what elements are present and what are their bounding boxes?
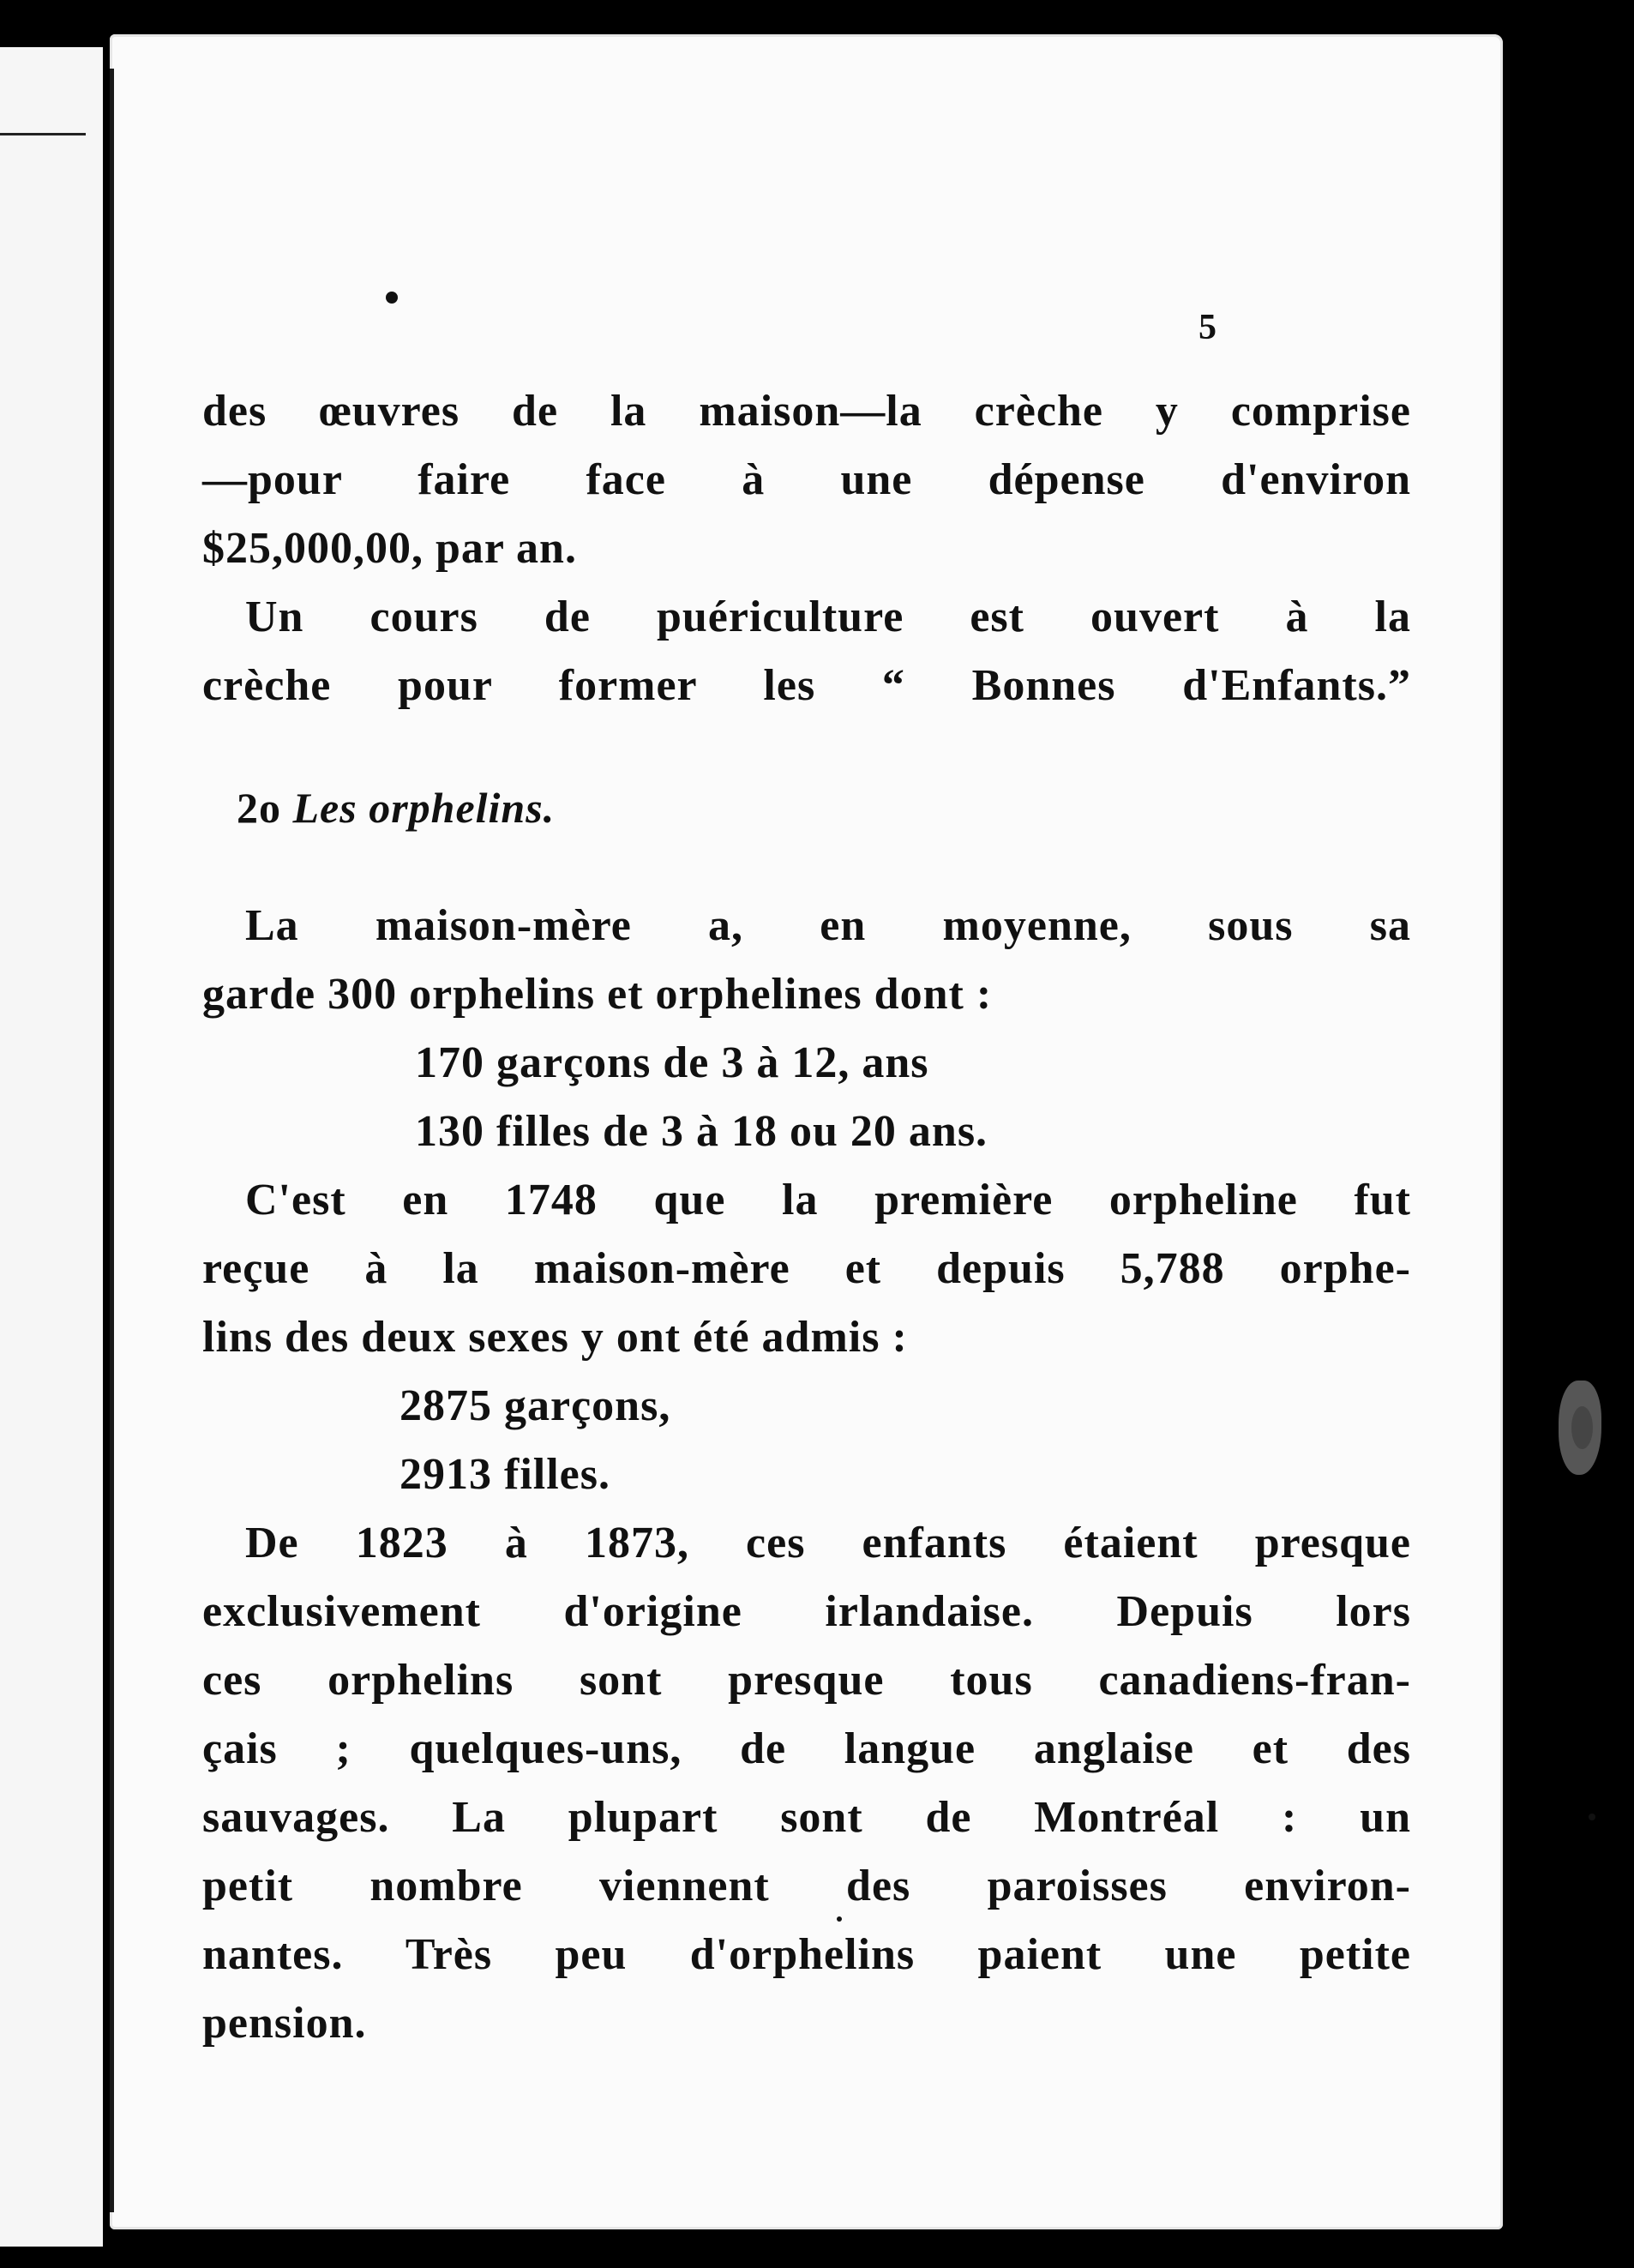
document-page [110, 34, 1503, 2229]
text-line: Un cours de puériculture est ouvert à la [245, 593, 1411, 641]
text-line: crèche pour former les “ Bonnes d'Enfants.” [202, 661, 1411, 710]
section-heading [202, 773, 1411, 842]
text-line: exclusivement d'origine irlandaise. Depuis lors [202, 1587, 1411, 1636]
count-line: 170 garçons de 3 à 12, ans [415, 1038, 929, 1087]
text-line: nantes. Très peu d'orphelins paient une petite [202, 1930, 1411, 1979]
facing-page-edge [0, 47, 103, 2247]
text-line: pension. [202, 1999, 367, 2048]
text-line: C'est en 1748 que la première orpheline fut [245, 1176, 1411, 1224]
count-line: 2913 filles. [399, 1450, 610, 1499]
paper-damage-blot [1571, 1406, 1593, 1449]
text-line: —pour faire face à une dépense d'environ [202, 455, 1411, 504]
gutter-line [110, 69, 114, 2212]
text-line: petit nombre viennent des paroisses environ- [202, 1862, 1411, 1910]
text-line: De 1823 à 1873, ces enfants étaient presque [245, 1519, 1411, 1567]
text-line: La maison-mère a, en moyenne, sous sa [245, 901, 1411, 950]
text-line: reçue à la maison-mère et depuis 5,788 orphe- [202, 1244, 1411, 1293]
text-line: çais ; quelques-uns, de langue anglaise et des [202, 1724, 1411, 1773]
body-text [202, 377, 1411, 2058]
text-line: lins des deux sexes y ont été admis : [202, 1313, 908, 1362]
count-line: 130 filles de 3 à 18 ou 20 ans. [415, 1107, 988, 1156]
text-line: $25,000,00, par an. [202, 524, 577, 573]
text-line: sauvages. La plupart sont de Montréal : un [202, 1793, 1411, 1842]
ink-dot [386, 292, 398, 304]
section-title: Les orphelins. [292, 784, 556, 832]
section-number: 2o [237, 784, 281, 832]
count-line: 2875 garçons, [399, 1381, 671, 1430]
text-line: ces orphelins sont presque tous canadiens-fran- [202, 1656, 1411, 1705]
ink-speck [1589, 1814, 1595, 1820]
text-line: des œuvres de la maison—la crèche y comprise [202, 387, 1411, 436]
ink-speck [837, 1916, 842, 1922]
facing-page-rule [0, 133, 86, 135]
text-line: garde 300 orphelins et orphelines dont : [202, 970, 993, 1019]
page-number: 5 [1198, 308, 1216, 347]
